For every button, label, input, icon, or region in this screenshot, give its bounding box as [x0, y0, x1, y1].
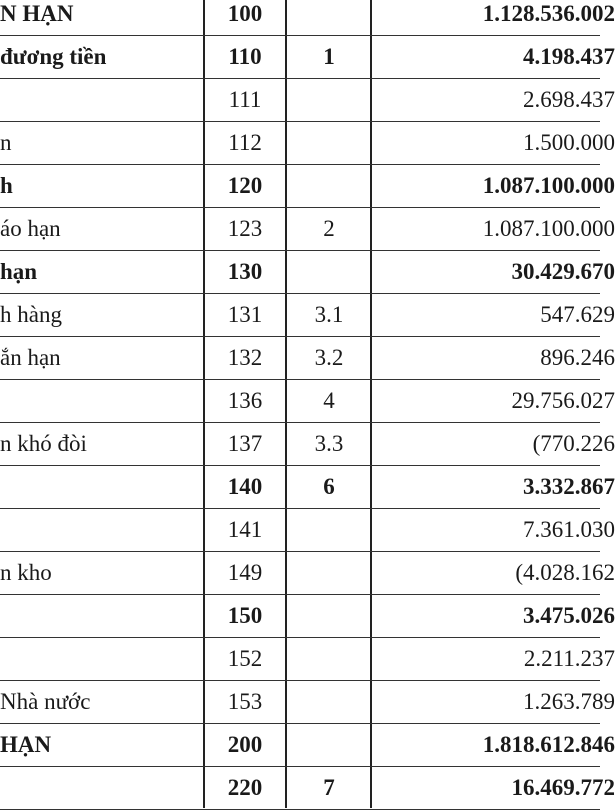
item-name: hạn [0, 259, 38, 284]
table-row [0, 680, 615, 723]
item-name: h [0, 173, 13, 198]
item-note [288, 164, 370, 207]
item-name [0, 465, 200, 508]
table-row [0, 250, 615, 293]
item-amount: 1.087.100.000 [482, 173, 615, 198]
item-name: h hàng [0, 302, 62, 327]
item-note: 3.1 [314, 302, 344, 327]
item-amount: 1.263.789 [523, 689, 615, 714]
item-name: n [0, 130, 12, 155]
table-row [0, 508, 615, 551]
item-note [288, 121, 370, 164]
table-row [0, 637, 615, 680]
item-amount: 1.818.612.846 [482, 732, 615, 757]
item-note: 3.3 [314, 431, 344, 456]
item-code: 141 [227, 517, 263, 542]
item-amount: 16.469.772 [511, 775, 615, 800]
item-code: 220 [227, 775, 263, 800]
item-name: n khó đòi [0, 431, 87, 456]
item-note: 7 [323, 775, 335, 800]
item-name [0, 78, 200, 121]
item-amount: 547.629 [540, 302, 615, 327]
item-amount: 4.198.437 [523, 44, 615, 69]
item-amount: 1.087.100.000 [482, 216, 615, 241]
item-code: 150 [227, 603, 263, 628]
item-name [0, 766, 200, 809]
table-row [0, 336, 615, 379]
item-code: 149 [227, 560, 263, 585]
item-code: 140 [227, 474, 263, 499]
item-note [288, 250, 370, 293]
item-amount: 2.211.237 [523, 646, 615, 671]
item-code: 111 [228, 87, 262, 112]
table-row [0, 35, 615, 78]
item-code: 153 [227, 689, 263, 714]
item-name: Nhà nước [0, 689, 91, 714]
item-amount: 7.361.030 [523, 517, 615, 542]
item-amount: 1.128.536.002 [482, 1, 615, 26]
table-row [0, 766, 615, 809]
table-row [0, 293, 615, 336]
table-row [0, 422, 615, 465]
item-amount: 1.500.000 [523, 130, 615, 155]
item-code: 132 [227, 345, 263, 370]
item-note [288, 680, 370, 723]
table-row [0, 551, 615, 594]
table-row [0, 594, 615, 637]
item-code: 112 [228, 130, 262, 155]
table-row [0, 723, 615, 766]
item-code: 136 [227, 388, 263, 413]
table-row [0, 465, 615, 508]
table-row [0, 0, 615, 35]
item-name [0, 637, 200, 680]
item-amount: 30.429.670 [511, 259, 615, 284]
item-name [0, 594, 200, 637]
item-code: 123 [227, 216, 263, 241]
item-note: 2 [323, 216, 335, 241]
item-note [288, 508, 370, 551]
item-code: 131 [227, 302, 263, 327]
item-note [288, 594, 370, 637]
item-name [0, 379, 200, 422]
item-code: 110 [228, 44, 262, 69]
table-row [0, 78, 615, 121]
item-amount: 3.332.867 [523, 474, 615, 499]
item-name: áo hạn [0, 216, 61, 241]
item-note [288, 551, 370, 594]
item-note: 6 [323, 474, 335, 499]
item-note: 3.2 [314, 345, 344, 370]
item-code: 137 [227, 431, 263, 456]
item-name [0, 508, 200, 551]
item-note: 4 [323, 388, 335, 413]
item-amount: (770.226 [532, 431, 615, 456]
item-note [288, 0, 370, 35]
table-row [0, 379, 615, 422]
table-row [0, 164, 615, 207]
item-code: 100 [227, 1, 263, 26]
table-row [0, 207, 615, 250]
item-name: N HẠN [0, 1, 74, 26]
item-code: 120 [227, 173, 263, 198]
item-note [288, 78, 370, 121]
item-code: 152 [227, 646, 263, 671]
item-name: đương tiền [0, 44, 107, 69]
item-name: n kho [0, 560, 52, 585]
item-amount: 896.246 [540, 345, 615, 370]
item-code: 200 [227, 732, 263, 757]
item-note: 1 [323, 44, 335, 69]
item-amount: 2.698.437 [523, 87, 615, 112]
item-code: 130 [227, 259, 263, 284]
table-row [0, 121, 615, 164]
item-note [288, 723, 370, 766]
item-name: HẠN [0, 732, 52, 757]
item-amount: (4.028.162 [515, 560, 615, 585]
item-amount: 29.756.027 [511, 388, 615, 413]
item-note [288, 637, 370, 680]
item-amount: 3.475.026 [523, 603, 615, 628]
item-name: ắn hạn [0, 345, 61, 370]
